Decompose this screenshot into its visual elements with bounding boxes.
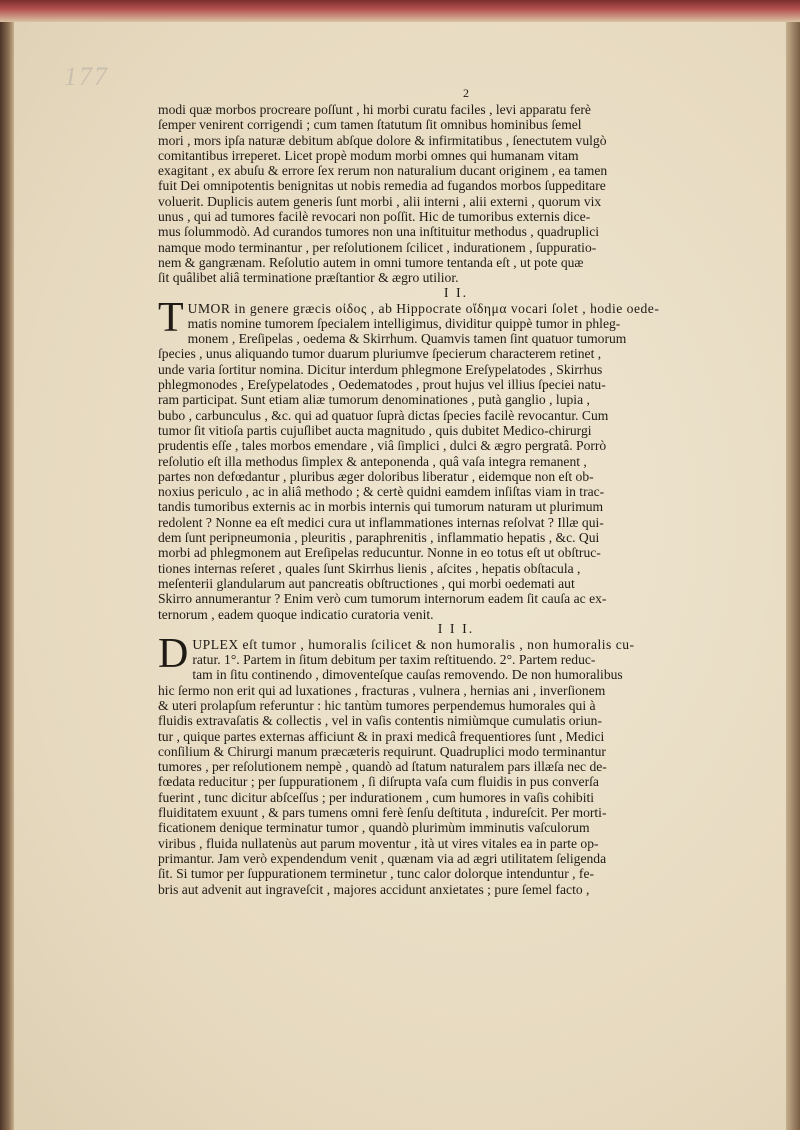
book-fore-edge [786, 22, 800, 1130]
text-line: fluiditatem exuunt , & pars tumens omni ferè ſenſu deſtituta , indureſcit. Per morti- [158, 805, 607, 821]
text-line: namque modo terminantur , per reſolutionem ſcilicet , indurationem , ſuppuratio- [158, 239, 597, 255]
dropcap-d: D [158, 630, 189, 677]
text-line: ſpecies , unus aliquando tumor duarum pluriumve ſpecierum characterem retinet , [158, 346, 602, 362]
text-line: comitantibus irreperet. Licet propè modum morbi omnes qui humanam vitam [158, 147, 579, 163]
text-line: primantur. Jam verò expendendum venit , quænam via ad ægri utilitatem ſeligenda [158, 850, 607, 866]
text-line: bubo , carbunculus , &c. qui ad quatuor ſuprà dictas ſpecies facilè revocantur. Cum [158, 407, 609, 423]
text-line: voluerit. Duplicis autem generis ſunt morbi , alii interni , alii externi , quorum vix [158, 193, 602, 209]
text-line: dem ſunt peripneumonia , pleuritis , paraphrenitis , inflammatio hepatis , &c. Qui [158, 530, 600, 546]
text-line: fluidis extravaſatis & collectis , vel in vaſis contentis nimiùmque cumulatis oriun- [158, 713, 602, 729]
section-2-lines [158, 316, 754, 622]
text-line: tur , quique partes externas afficiunt & in praxi medicâ frequentiores ſunt , Medici [158, 728, 605, 744]
text-line: nem & gangrænam. Reſolutio autem in omni tumore tentanda eſt , ut pote quæ [158, 254, 584, 270]
section-heading-3: I I I. [437, 621, 475, 637]
text-line: & uteri prolapſum referuntur : hic tantùm tumores perpendemus humorales qui à [158, 697, 596, 713]
text-line: UPLEX eſt tumor , humoralis ſcilicet & non humoralis , non humoralis cu- [192, 636, 635, 652]
section-heading-2: I I. [443, 285, 469, 301]
text-line: conſilium & Chirurgi manum præcæteris requirunt. Quadruplici modo terminantur [158, 743, 606, 759]
text-line: ternorum , eadem quoque indicatio curatoria venit. [158, 606, 434, 622]
text-line: ſemper venirent corrigendi ; cum tamen ſtatutum ſit omnibus hominibus ſemel [158, 117, 582, 133]
text-line: bris aut advenit aut ingraveſcit , majores accidunt anxietates ; pure ſemel facto , [158, 881, 590, 897]
text-line: viribus , fluida nullatenùs aut parum moventur , ità ut vires vitales ea in parte op- [158, 835, 599, 851]
text-line: ficationem denique terminatur tumor , quandò plurimùm imminutis vaſculorum [158, 820, 590, 836]
text-line: phlegmonodes , Ereſypelatodes , Oedematodes , prout hujus vel illius ſpeciei natu- [158, 377, 606, 393]
text-line: tiones internas reſeret , quales ſunt Skirrhus lienis , aſcites , hepatis obſtacula , [158, 560, 581, 576]
section-2-paragraph [158, 294, 754, 622]
page-number: 2 [463, 86, 469, 100]
section-3-paragraph [158, 630, 754, 897]
intro-paragraph [158, 102, 754, 286]
text-line: ſit quâlibet aliâ terminatione præſtantior & ægro utilior. [158, 270, 459, 286]
margin-pencil-mark: 177 [64, 62, 109, 91]
text-line: UMOR in genere græcis οἰδος , ab Hippocrate οἴδημα vocari ſolet , hodie oede- [187, 300, 660, 316]
text-line: redolent ? Nonne ea eſt medici cura ut inflammationes internas reſolvat ? Illæ qui- [158, 514, 604, 530]
section-3-lines [158, 652, 754, 897]
text-line: ratur. 1°. Partem in ſitum debitum per taxim reſtituendo. 2°. Partem reduc- [192, 652, 596, 668]
text-line: tandis tumoribus externis ac in morbis internis qui tumorum naturam ut plurimum [158, 499, 604, 515]
text-line: monem , Ereſipelas , oedema & Skirrhum. Quamvis tamen ſint quatuor tumorum [187, 331, 627, 347]
text-line: partes non defœdantur , pluribus æger doloribus liberatur , eidemque non eſt ob- [158, 468, 594, 484]
text-line: unde varia ſortitur nomina. Dicitur interdum phlegmone Ereſypelatodes , Skirrhus [158, 361, 603, 377]
book-top-edge [0, 0, 800, 22]
text-line: hic ſermo non erit qui ad luxationes , fracturas , vulnera , hernias ani , inverſionem [158, 682, 606, 698]
text-line: mori , mors ipſa naturæ debitum abſque dolore & infirmitatibus , ſenectutem vulgò [158, 132, 607, 148]
text-line: ſit. Si tumor per ſuppurationem terminetur , tunc calor dolorque intenduntur , fe- [158, 866, 595, 882]
text-line: prudentis eſſe , tales morbos emendare , viâ ſimplici , dulci & ægro pergratâ. Porrò [158, 438, 607, 454]
text-line: Skirro annumerantur ? Enim verò cum tumorum internorum eadem ſit cauſa ac ex- [158, 591, 607, 607]
text-line: fuerint , tunc dicitur abſceſſus ; per indurationem , cum humores in vaſis cohibiti [158, 789, 595, 805]
book-binding-edge [0, 22, 14, 1130]
text-line: exagitant , ex abuſu & errore ſex rerum non naturalium ducant originem , ea tamen [158, 163, 608, 179]
text-line: unus , qui ad tumores facilè revocari non poſſit. Hic de tumoribus externis dice- [158, 209, 591, 225]
page-text-block [158, 86, 754, 897]
text-line: tumor ſit vitioſa partis cujuſlibet aucta magnitudo , quis dubitet Medico-chirurgi [158, 422, 592, 438]
text-line: meſenterii glandularum aut pancreatis obſtructiones , qui morbi oedemati aut [158, 575, 575, 591]
text-line: reſolutio eſt illa methodus ſimplex & anteponenda , quâ vaſa integra remanent , [158, 453, 587, 469]
text-line: fœdata reducitur ; per ſuppurationem , ſi diſrupta vaſa cum fluidis in pus converſa [158, 774, 599, 790]
text-line: tumores , per reſolutionem nempè , quandò ad ſtatum naturalem pars illæſa nec de- [158, 759, 607, 775]
text-line: fuit Dei omnipotentis benignitas ut nobis remedia ad fugandos morbos ſuppeditare [158, 178, 606, 194]
text-line: mus ſolummodò. Ad curandos tumores non una inſtituitur methodus , quadruplici [158, 224, 599, 240]
text-line: ram participat. Sunt etiam aliæ tumorum denominationes , putà ganglio , lupia , [158, 392, 590, 408]
text-line: modi quæ morbos procreare poſſunt , hi morbi curatu faciles , levi apparatu ferè [158, 102, 591, 117]
dropcap-t: T [158, 294, 184, 341]
text-line: tam in ſitu continendo , dimoventeſque cauſas removendo. De non humoralibus [192, 667, 623, 683]
text-line: noxius periculo , ac in aliâ methodo ; & certè quidni eamdem inſiſtas viam in trac- [158, 484, 605, 500]
text-line: matis nomine tumorem ſpecialem intelligimus, dividitur quippè tumor in phleg- [187, 315, 621, 331]
text-line: morbi ad phlegmonem aut Ereſipelas reducuntur. Nonne in eo totus eſt ut obſtruc- [158, 545, 601, 561]
